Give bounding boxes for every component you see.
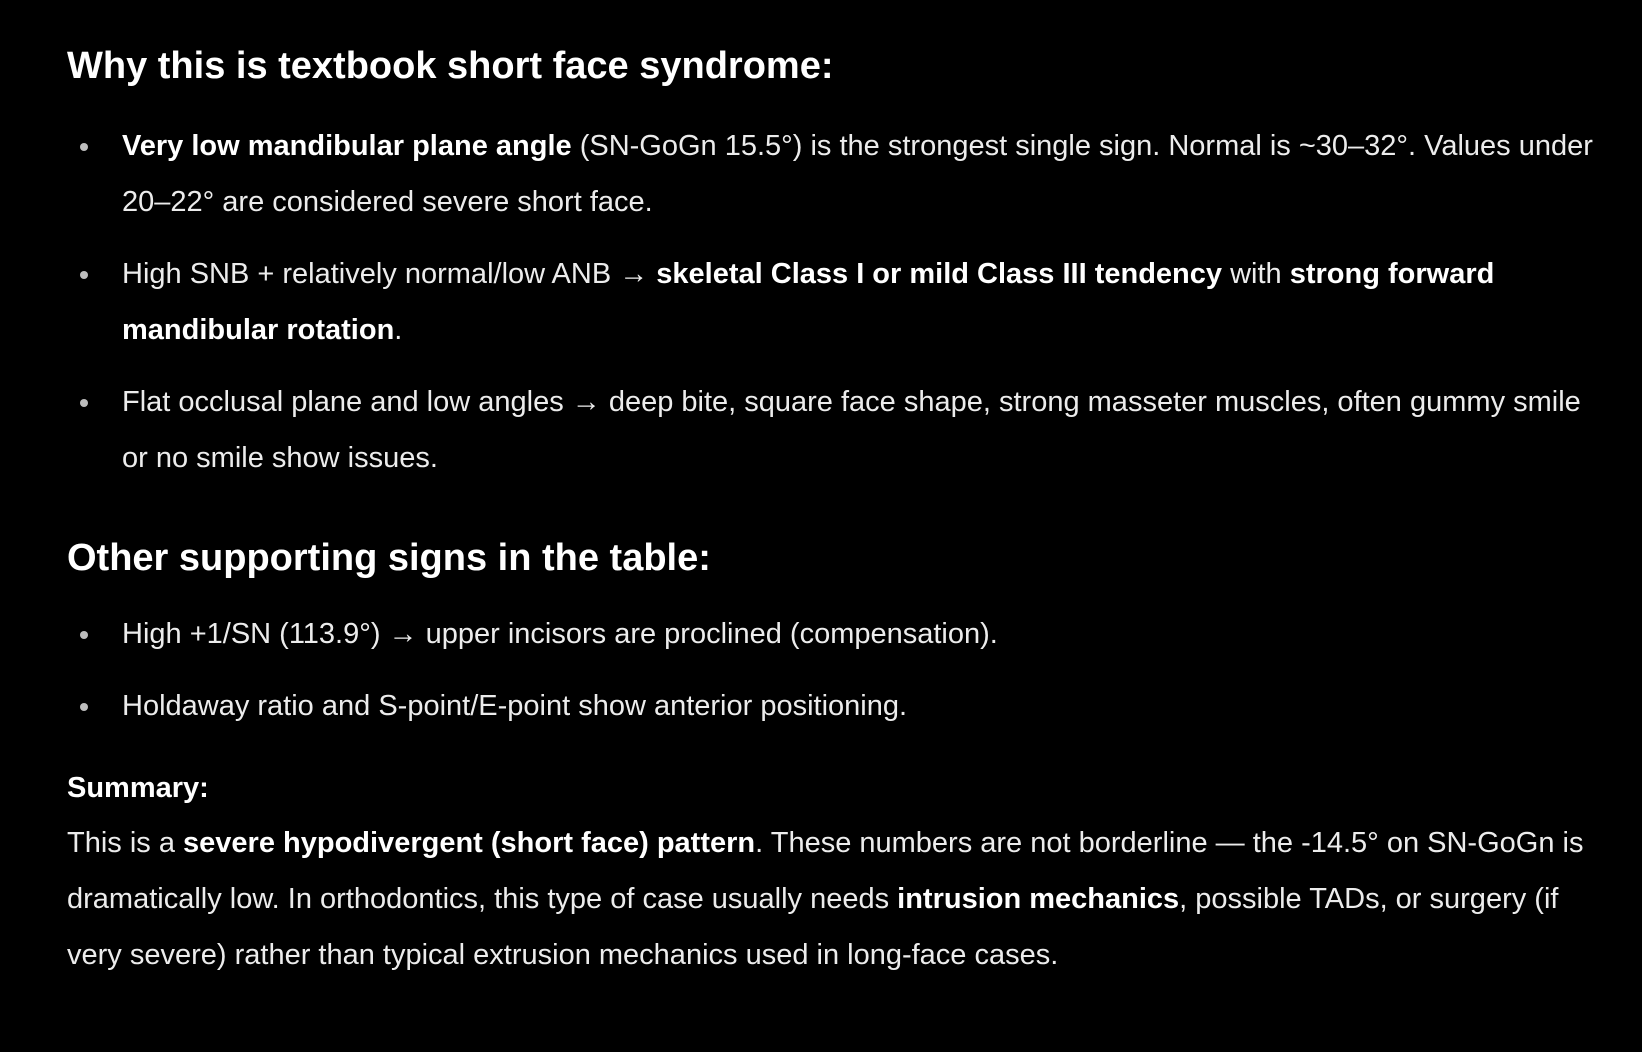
text: High +1/SN (113.9°) → upper incisors are proclined (compensation). [122,618,998,650]
bullet-dot-icon [80,271,88,279]
bullet-dot-icon [80,143,88,151]
text: . These numbers are not borderline — the -14.5° on SN-GoGn is dramatically low. In orthodontics, this type of case usually needs [67,827,1584,915]
bullet-list-other [67,606,1612,750]
summary-label: Summary: [67,772,209,804]
bullet-dot-icon [80,703,88,711]
text: Flat occlusal plane and low angles → deep bite, square face shape, strong masseter muscles, often gummy smile or no smile show issues. [122,386,1581,474]
text: with [1222,258,1290,290]
list-item [67,246,1612,358]
bold-text: Very low mandibular plane angle [122,130,572,162]
bold-text: skeletal Class I or mild Class III tendency [656,258,1223,290]
bold-text: severe hypodivergent (short face) pattern [183,827,756,859]
section-heading-other: Other supporting signs in the table: [67,537,711,579]
text: , possible TADs, or surgery (if very severe) rather than typical extrusion mechanics used in long-face cases. [67,883,1559,971]
text: Holdaway ratio and S-point/E-point show anterior positioning. [122,690,908,722]
bullet-dot-icon [80,631,88,639]
list-item [67,374,1612,486]
text: (SN-GoGn 15.5°) is the strongest single sign. Normal is ~30–32°. Values under 20–22° are considered severe short face. [122,130,1593,218]
bold-text: intrusion mechanics [897,883,1180,915]
list-item [67,606,1612,662]
list-item [67,678,1612,734]
section-heading-why: Why this is textbook short face syndrome: [67,45,834,87]
list-item [67,118,1612,230]
text: . [394,314,403,346]
text: This is a [67,827,184,859]
summary-paragraph [67,815,1612,983]
bullet-list-why [67,118,1612,502]
bold-text: strong forward mandibular rotation [122,258,1495,346]
bullet-dot-icon [80,399,88,407]
text: High SNB + relatively normal/low ANB → [122,258,657,290]
